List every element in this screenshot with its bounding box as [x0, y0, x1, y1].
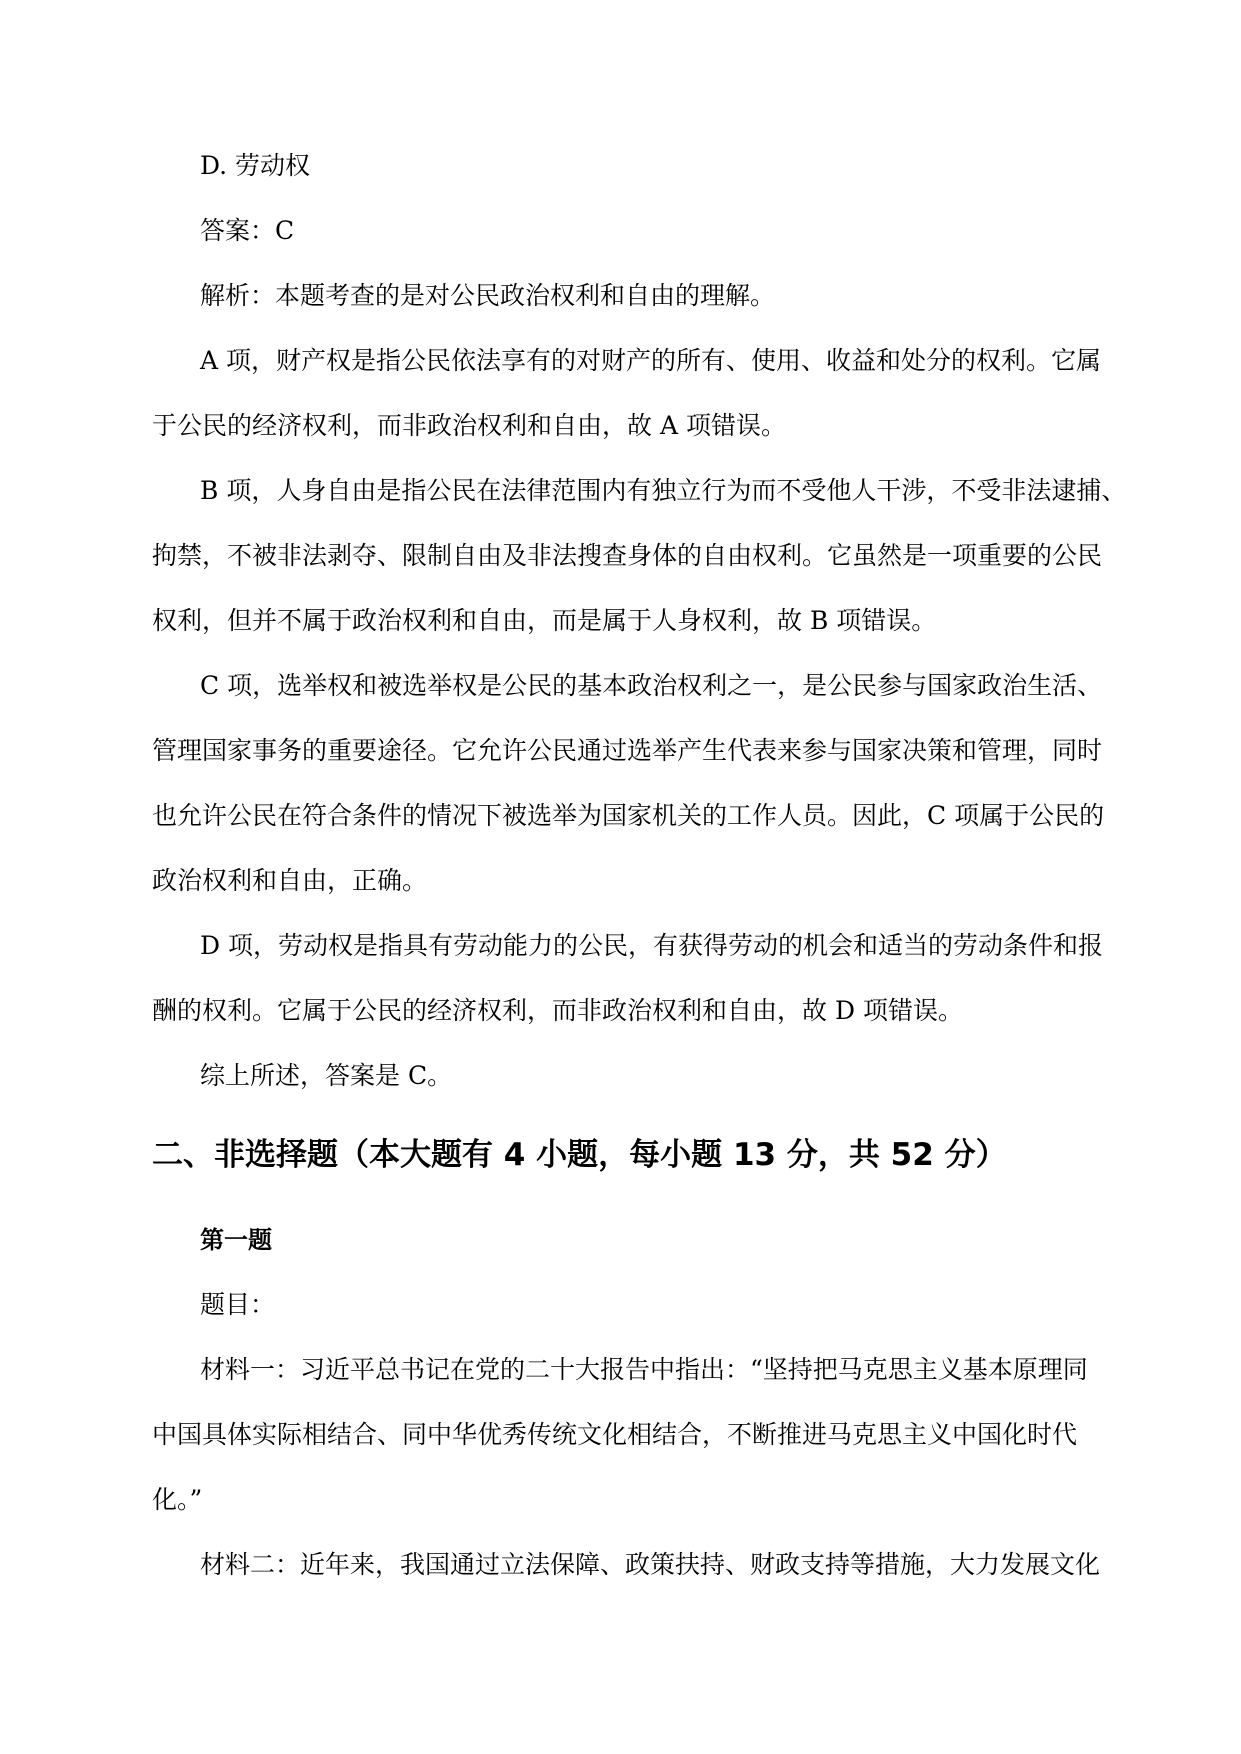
conclusion-line: 综上所述，答案是 C。 — [200, 1061, 453, 1090]
paragraph-line: 中国具体实际相结合、同中华优秀传统文化相结合，不断推进马克思主义中国化时代 — [152, 1420, 1078, 1449]
paragraph-line: B 项，人身自由是指公民在法律范围内有独立行为而不受他人干涉，不受非法逮捕、 — [200, 476, 1127, 505]
answer-line: 答案：C — [200, 216, 295, 245]
paragraph-line: 权利，但并不属于政治权利和自由，而是属于人身权利，故 B 项错误。 — [152, 606, 937, 635]
paragraph-line: D 项，劳动权是指具有劳动能力的公民，有获得劳动的机会和适当的劳动条件和报 — [200, 931, 1103, 960]
paragraph-line: 也允许公民在符合条件的情况下被选举为国家机关的工作人员。因此，C 项属于公民的 — [152, 801, 1105, 830]
paragraph-line: C 项，选举权和被选举权是公民的基本政治权利之一，是公民参与国家政治生活、 — [200, 671, 1103, 700]
section-heading: 二、非选择题（本大题有 4 小题，每小题 13 分，共 52 分） — [152, 1137, 1007, 1173]
analysis-intro: 解析：本题考查的是对公民政治权利和自由的理解。 — [200, 281, 776, 310]
question-title: 第一题 — [200, 1226, 272, 1254]
paragraph-line: 酬的权利。它属于公民的经济权利，而非政治权利和自由，故 D 项错误。 — [152, 996, 963, 1025]
paragraph-line: 于公民的经济权利，而非政治权利和自由，故 A 项错误。 — [152, 411, 786, 440]
paragraph-line: 材料二：近年来，我国通过立法保障、政策扶持、财政支持等措施，大力发展文化 — [200, 1550, 1101, 1579]
paragraph-line: 政治权利和自由，正确。 — [152, 866, 428, 895]
prompt-label: 题目： — [200, 1290, 276, 1319]
paragraph-line: A 项，财产权是指公民依法享有的对财产的所有、使用、收益和处分的权利。它属 — [200, 346, 1102, 375]
paragraph-line: 拘禁，不被非法剥夺、限制自由及非法搜查身体的自由权利。它虽然是一项重要的公民 — [152, 541, 1103, 570]
paragraph-line: 化。” — [152, 1485, 203, 1514]
paragraph-line: 材料一：习近平总书记在党的二十大报告中指出：“坚持把马克思主义基本原理同 — [200, 1355, 1088, 1384]
paragraph-line: 管理国家事务的重要途径。它允许公民通过选举产生代表来参与国家决策和管理，同时 — [152, 736, 1103, 765]
option-d: D. 劳动权 — [200, 151, 311, 180]
